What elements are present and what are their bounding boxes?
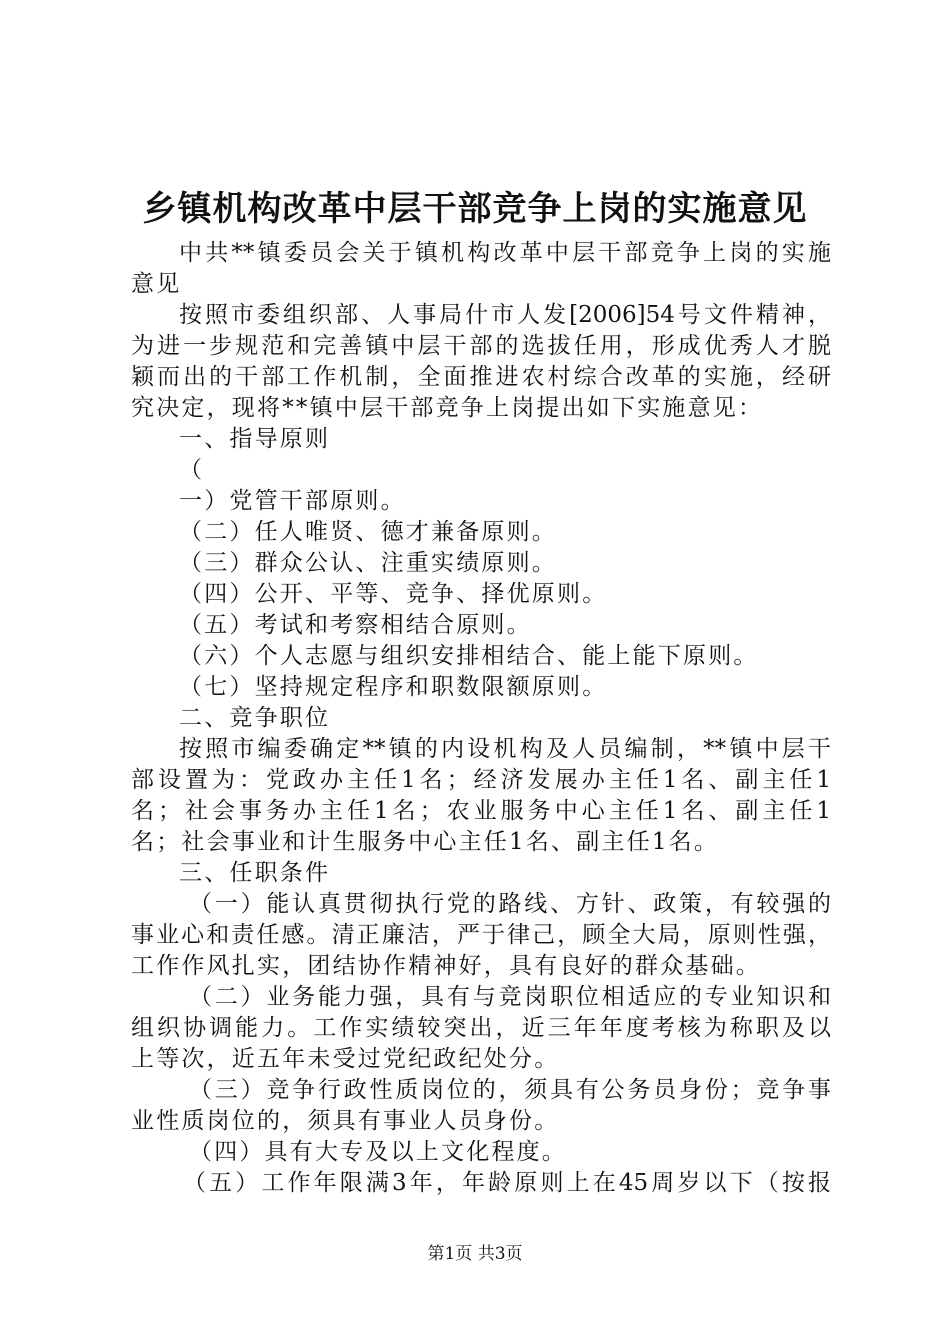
paragraph-line: （二）业务能力强，具有与竞岗职位相适应的专业知识和 [189,984,831,1010]
paragraph-line: 名；社会事务办主任1名；农业服务中心主任1名、副主任1 [131,798,831,824]
paragraph-line: 究决定，现将**镇中层干部竞争上岗提出如下实施意见： [131,395,764,421]
paragraph-line: 按照市编委确定**镇的内设机构及人员编制，**镇中层干 [179,736,831,762]
list-item: （二）任人唯贤、德才兼备原则。 [179,519,557,545]
paragraph-line: 上等次，近五年未受过党纪政纪处分。 [131,1046,560,1072]
list-item: 一）党管干部原则。 [179,488,406,514]
paragraph-line: 部设置为：党政办主任1名；经济发展办主任1名、副主任1 [131,767,831,793]
paragraph-line: 工作作风扎实，团结协作精神好，具有良好的群众基础。 [131,953,761,979]
paragraph-line: （一）能认真贯彻执行党的路线、方针、政策，有较强的 [189,891,831,917]
section-heading: 二、竞争职位 [179,705,331,731]
paragraph-line: 业性质岗位的，须具有事业人员身份。 [131,1108,560,1134]
paragraph-line: （五）工作年限满3年，年龄原则上在45周岁以下（按报 [183,1170,831,1196]
paragraph-line: 名；社会事业和计生服务中心主任1名、副主任1名。 [131,829,720,855]
paragraph-line: （ [179,457,205,483]
document-title: 乡镇机构改革中层干部竞争上岗的实施意见 [142,189,808,229]
paragraph-line: 组织协调能力。工作实绩较突出，近三年年度考核为称职及以 [131,1015,831,1041]
list-item: （七）坚持规定程序和职数限额原则。 [179,674,608,700]
list-item: （三）群众公认、注重实绩原则。 [179,550,557,576]
list-item: （四）公开、平等、竞争、择优原则。 [179,581,608,607]
list-item: （五）考试和考察相结合原则。 [179,612,532,638]
paragraph-line: 事业心和责任感。清正廉洁，严于律己，顾全大局，原则性强， [131,922,831,948]
paragraph-line: 按照市委组织部、人事局什市人发[2006]54号文件精神， [179,302,831,328]
section-heading: 一、指导原则 [179,426,331,452]
paragraph-line: 为进一步规范和完善镇中层干部的选拔任用，形成优秀人才脱 [131,333,831,359]
paragraph-line: 中共**镇委员会关于镇机构改革中层干部竞争上岗的实施 [179,240,831,266]
page-number: 第1页 共3页 [427,1244,523,1264]
paragraph-line: 颖而出的干部工作机制，全面推进农村综合改革的实施，经研 [131,364,831,390]
section-heading: 三、任职条件 [179,860,331,886]
paragraph-line: 意见 [131,271,182,297]
paragraph-line: （四）具有大专及以上文化程度。 [189,1139,567,1165]
list-item: （六）个人志愿与组织安排相结合、能上能下原则。 [179,643,759,669]
document-body [131,238,831,1199]
paragraph-line: （三）竞争行政性质岗位的，须具有公务员身份；竞争事 [189,1077,831,1103]
